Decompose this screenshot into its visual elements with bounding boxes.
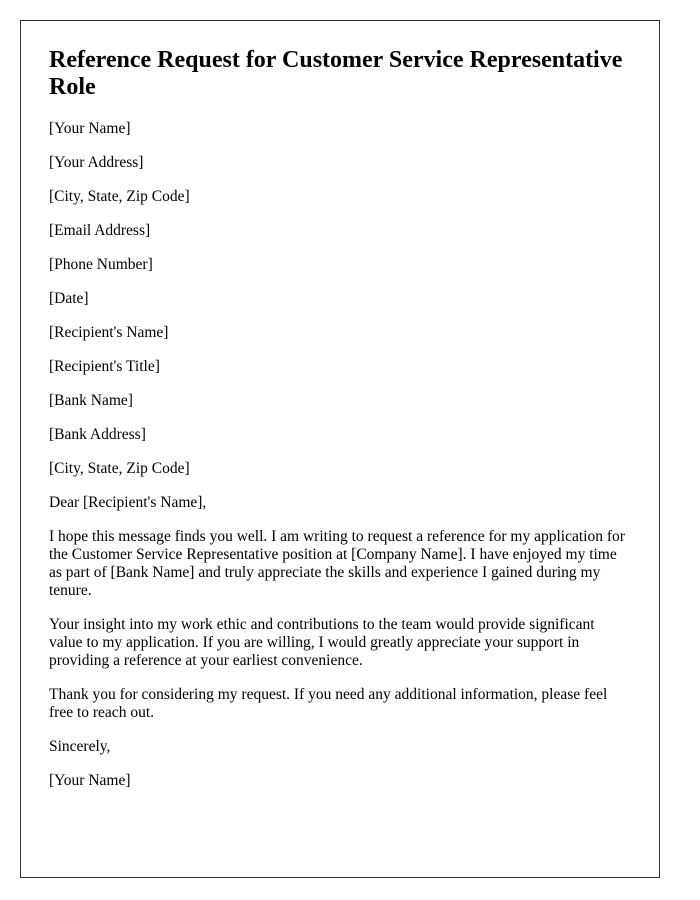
letter-page (20, 20, 660, 878)
closing: Sincerely, (49, 738, 111, 755)
sender-phone: [Phone Number] (49, 256, 153, 273)
recipient-name: [Recipient's Name] (49, 324, 169, 341)
body-paragraph-3: Thank you for considering my request. If you need any additional information, please feel free to reach out. (49, 686, 608, 721)
sender-email: [Email Address] (49, 222, 151, 239)
body-paragraph-2: Your insight into my work ethic and contributions to the team would provide significant value to my application. If you are willing, I would greatly appreciate your support in providing a reference at your earliest convenience. (49, 616, 595, 669)
sender-name: [Your Name] (49, 120, 131, 137)
recipient-bank-address: [Bank Address] (49, 426, 146, 443)
body-paragraph-1: I hope this message finds you well. I am writing to request a reference for my application for the Customer Service Representative position at [Company Name]. I have enjoyed my time as part of [Bank Name] and truly appreciate the skills and experience I gained during my tenure. (49, 528, 625, 599)
recipient-city-state-zip: [City, State, Zip Code] (49, 460, 190, 477)
letter-date: [Date] (49, 290, 89, 307)
recipient-bank-name: [Bank Name] (49, 392, 133, 409)
letter-title: Reference Request for Customer Service Representative Role (49, 47, 623, 100)
sender-address: [Your Address] (49, 154, 144, 171)
sender-city-state-zip: [City, State, Zip Code] (49, 188, 190, 205)
salutation: Dear [Recipient's Name], (49, 494, 207, 511)
signature: [Your Name] (49, 772, 131, 789)
recipient-title: [Recipient's Title] (49, 358, 160, 375)
